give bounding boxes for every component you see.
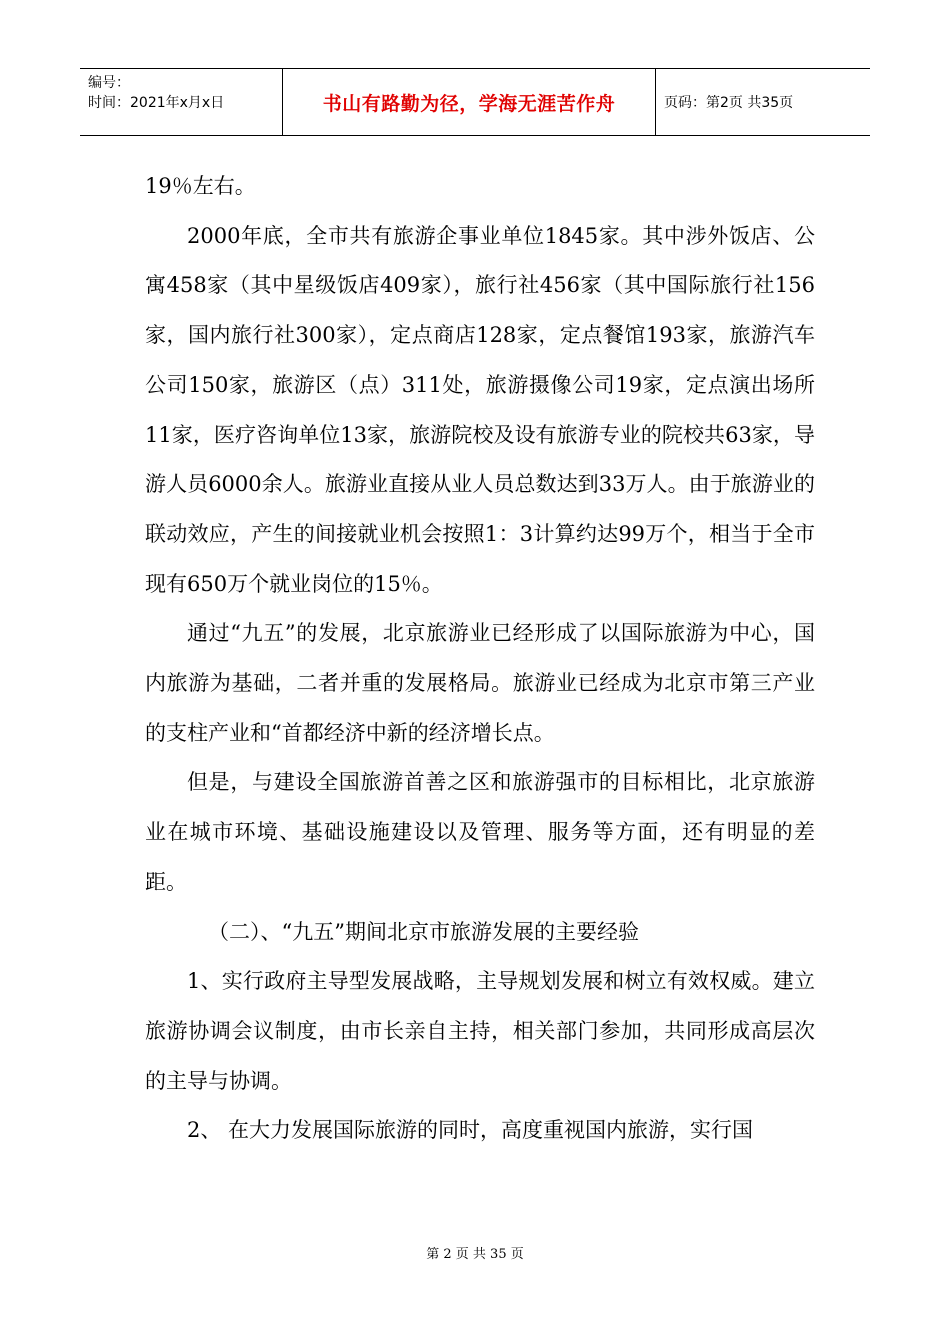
paragraph-statistics: 2000年底，全市共有旅游企事业单位1845家。其中涉外饭店、公寓458家（其中星级饭店409家），旅行社456家（其中国际旅行社156家，国内旅行社300家），定点商店128家，定点餐馆193家，旅游汽车公司150家，旅游区（点）311处，旅游摄像公司19家，定点演出场所11家，医疗咨询单位13家，旅游院校及设有旅游专业的院校共63家，导游人员6000余人。旅游业直接从业人员总数达到33万人。由于旅游业的联动效应，产生的间接就业机会按照1：3计算约达99万个，相当于全市现有650万个就业岗位的15％。: [145, 223, 815, 596]
header-meta: [80, 69, 283, 135]
paragraph-development: 通过“九五”的发展，北京旅游业已经形成了以国际旅游为中心，国内旅游为基础，二者并重的发展格局。旅游业已经成为北京市第三产业的支柱产业和“首都经济中新的经济增长点。: [145, 621, 815, 745]
paragraph-experience-2: 2、 在大力发展国际旅游的同时，高度重视国内旅游，实行国: [187, 1118, 754, 1143]
section-heading: （二）、“九五”期间北京市旅游发展的主要经验: [208, 919, 639, 944]
page-footer: 第 2 页 共 35 页: [426, 1247, 524, 1262]
document-time-label: 时间：2021年x月x日: [88, 95, 225, 111]
header-motto: 书山有路勤为径，学海无涯苦作舟: [283, 69, 656, 135]
document-number-label: 编号：: [88, 75, 130, 91]
paragraph-continuation: 19％左右。: [145, 174, 256, 198]
document-header: [80, 68, 870, 136]
document-body: [145, 162, 815, 1156]
header-page-info: 页码：第2页 共35页: [664, 95, 794, 111]
paragraph-experience-1: 1、实行政府主导型发展战略，主导规划发展和树立有效权威。建立旅游协调会议制度，由市长亲自主持，相关部门参加，共同形成高层次的主导与协调。: [145, 969, 815, 1093]
paragraph-gap: 但是，与建设全国旅游首善之区和旅游强市的目标相比，北京旅游业在城市环境、基础设施建设以及管理、服务等方面，还有明显的差距。: [145, 770, 815, 894]
